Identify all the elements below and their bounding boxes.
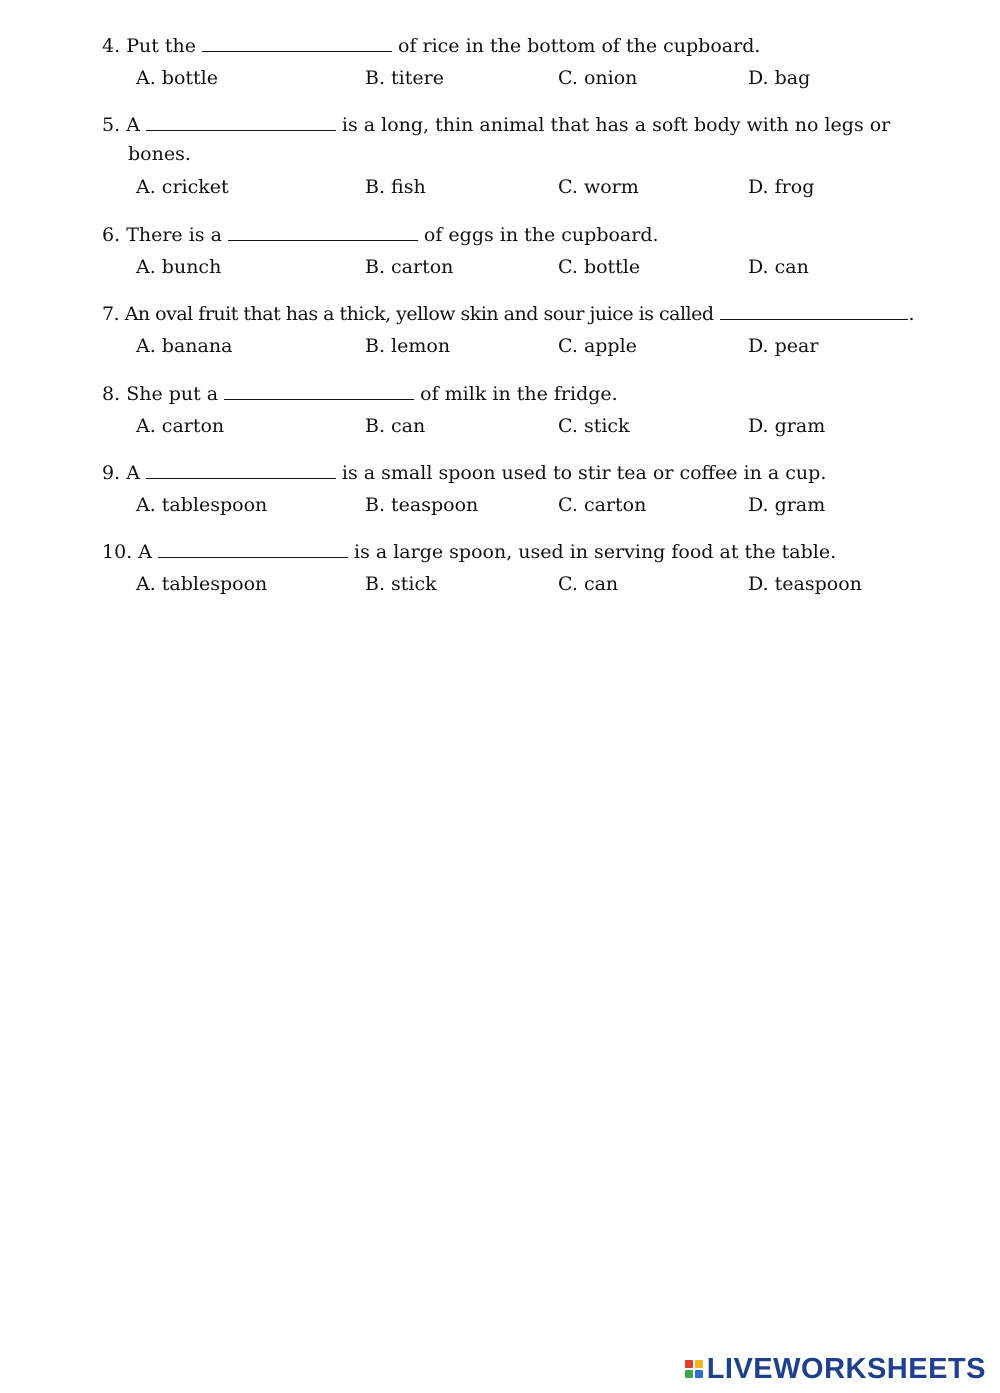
answer-blank[interactable]: [202, 33, 392, 52]
options-row-5: [0, 176, 1000, 206]
question-number: 8.: [102, 383, 121, 405]
option-d[interactable]: D. frog: [748, 176, 815, 198]
question-number: 9.: [102, 462, 121, 484]
answer-blank[interactable]: [228, 222, 418, 241]
answer-blank[interactable]: [158, 539, 348, 558]
question-text-after: .: [908, 303, 915, 325]
answer-blank[interactable]: [720, 301, 908, 320]
options-row-7: [0, 335, 1000, 365]
question-7: [102, 300, 982, 329]
option-d[interactable]: D. teaspoon: [748, 573, 862, 595]
option-a[interactable]: A. tablespoon: [136, 573, 268, 595]
options-row-6: [0, 256, 1000, 286]
option-b[interactable]: B. lemon: [365, 335, 451, 357]
liveworksheets-logo: [685, 1352, 986, 1386]
question-8: [102, 380, 942, 409]
question-text-after: of rice in the bottom of the cupboard.: [398, 35, 761, 57]
option-d[interactable]: D. pear: [748, 335, 819, 357]
question-text-before: There is a: [126, 224, 222, 246]
question-continuation: bones.: [128, 143, 191, 165]
option-c[interactable]: C. carton: [558, 494, 647, 516]
question-4: [102, 32, 942, 61]
question-text-after: is a small spoon used to stir tea or coffee in a cup.: [341, 462, 827, 484]
question-text-before: A: [126, 114, 140, 136]
question-text-before: A: [126, 462, 140, 484]
option-b[interactable]: B. fish: [365, 176, 426, 198]
question-number: 6.: [102, 224, 121, 246]
option-b[interactable]: B. can: [365, 415, 426, 437]
option-c[interactable]: C. worm: [558, 176, 639, 198]
option-d[interactable]: D. can: [748, 256, 809, 278]
option-d[interactable]: D. bag: [748, 67, 811, 89]
question-number: 7.: [102, 303, 120, 325]
question-number: 4.: [102, 35, 121, 57]
option-a[interactable]: A. bunch: [136, 256, 222, 278]
answer-blank[interactable]: [146, 460, 336, 479]
option-b[interactable]: B. teaspoon: [365, 494, 479, 516]
question-text-before: A: [138, 541, 152, 563]
question-text-after: is a large spoon, used in serving food at the table.: [354, 541, 837, 563]
question-6: [102, 221, 942, 250]
option-c[interactable]: C. onion: [558, 67, 638, 89]
options-row-8: [0, 415, 1000, 445]
option-b[interactable]: B. titere: [365, 67, 444, 89]
option-c[interactable]: C. bottle: [558, 256, 641, 278]
answer-blank[interactable]: [146, 112, 336, 131]
option-a[interactable]: A. cricket: [136, 176, 229, 198]
options-row-4: [0, 67, 1000, 97]
option-c[interactable]: C. can: [558, 573, 619, 595]
question-text-after: of eggs in the cupboard.: [423, 224, 659, 246]
question-number: 10.: [102, 541, 133, 563]
question-text-before: An oval fruit that has a thick, yellow skin and sour juice is called: [124, 303, 714, 325]
question-10: [102, 538, 942, 567]
answer-blank[interactable]: [224, 381, 414, 400]
options-row-9: [0, 494, 1000, 524]
question-text-before: She put a: [126, 383, 219, 405]
question-text-after: of milk in the fridge.: [420, 383, 618, 405]
option-c[interactable]: C. apple: [558, 335, 637, 357]
question-text-after: is a long, thin animal that has a soft body with no legs or: [341, 114, 891, 136]
option-a[interactable]: A. banana: [136, 335, 233, 357]
option-b[interactable]: B. stick: [365, 573, 437, 595]
option-b[interactable]: B. carton: [365, 256, 454, 278]
option-a[interactable]: A. tablespoon: [136, 494, 268, 516]
logo-text: LIVEWORKSHEETS: [706, 1352, 986, 1385]
question-number: 5.: [102, 114, 121, 136]
option-a[interactable]: A. bottle: [136, 67, 218, 89]
question-9: [102, 459, 942, 488]
option-d[interactable]: D. gram: [748, 415, 826, 437]
logo-blocks-icon: [685, 1360, 703, 1378]
option-d[interactable]: D. gram: [748, 494, 826, 516]
option-a[interactable]: A. carton: [136, 415, 225, 437]
question-text-before: Put the: [126, 35, 196, 57]
option-c[interactable]: C. stick: [558, 415, 630, 437]
options-row-10: [0, 573, 1000, 603]
question-5: [102, 111, 942, 169]
